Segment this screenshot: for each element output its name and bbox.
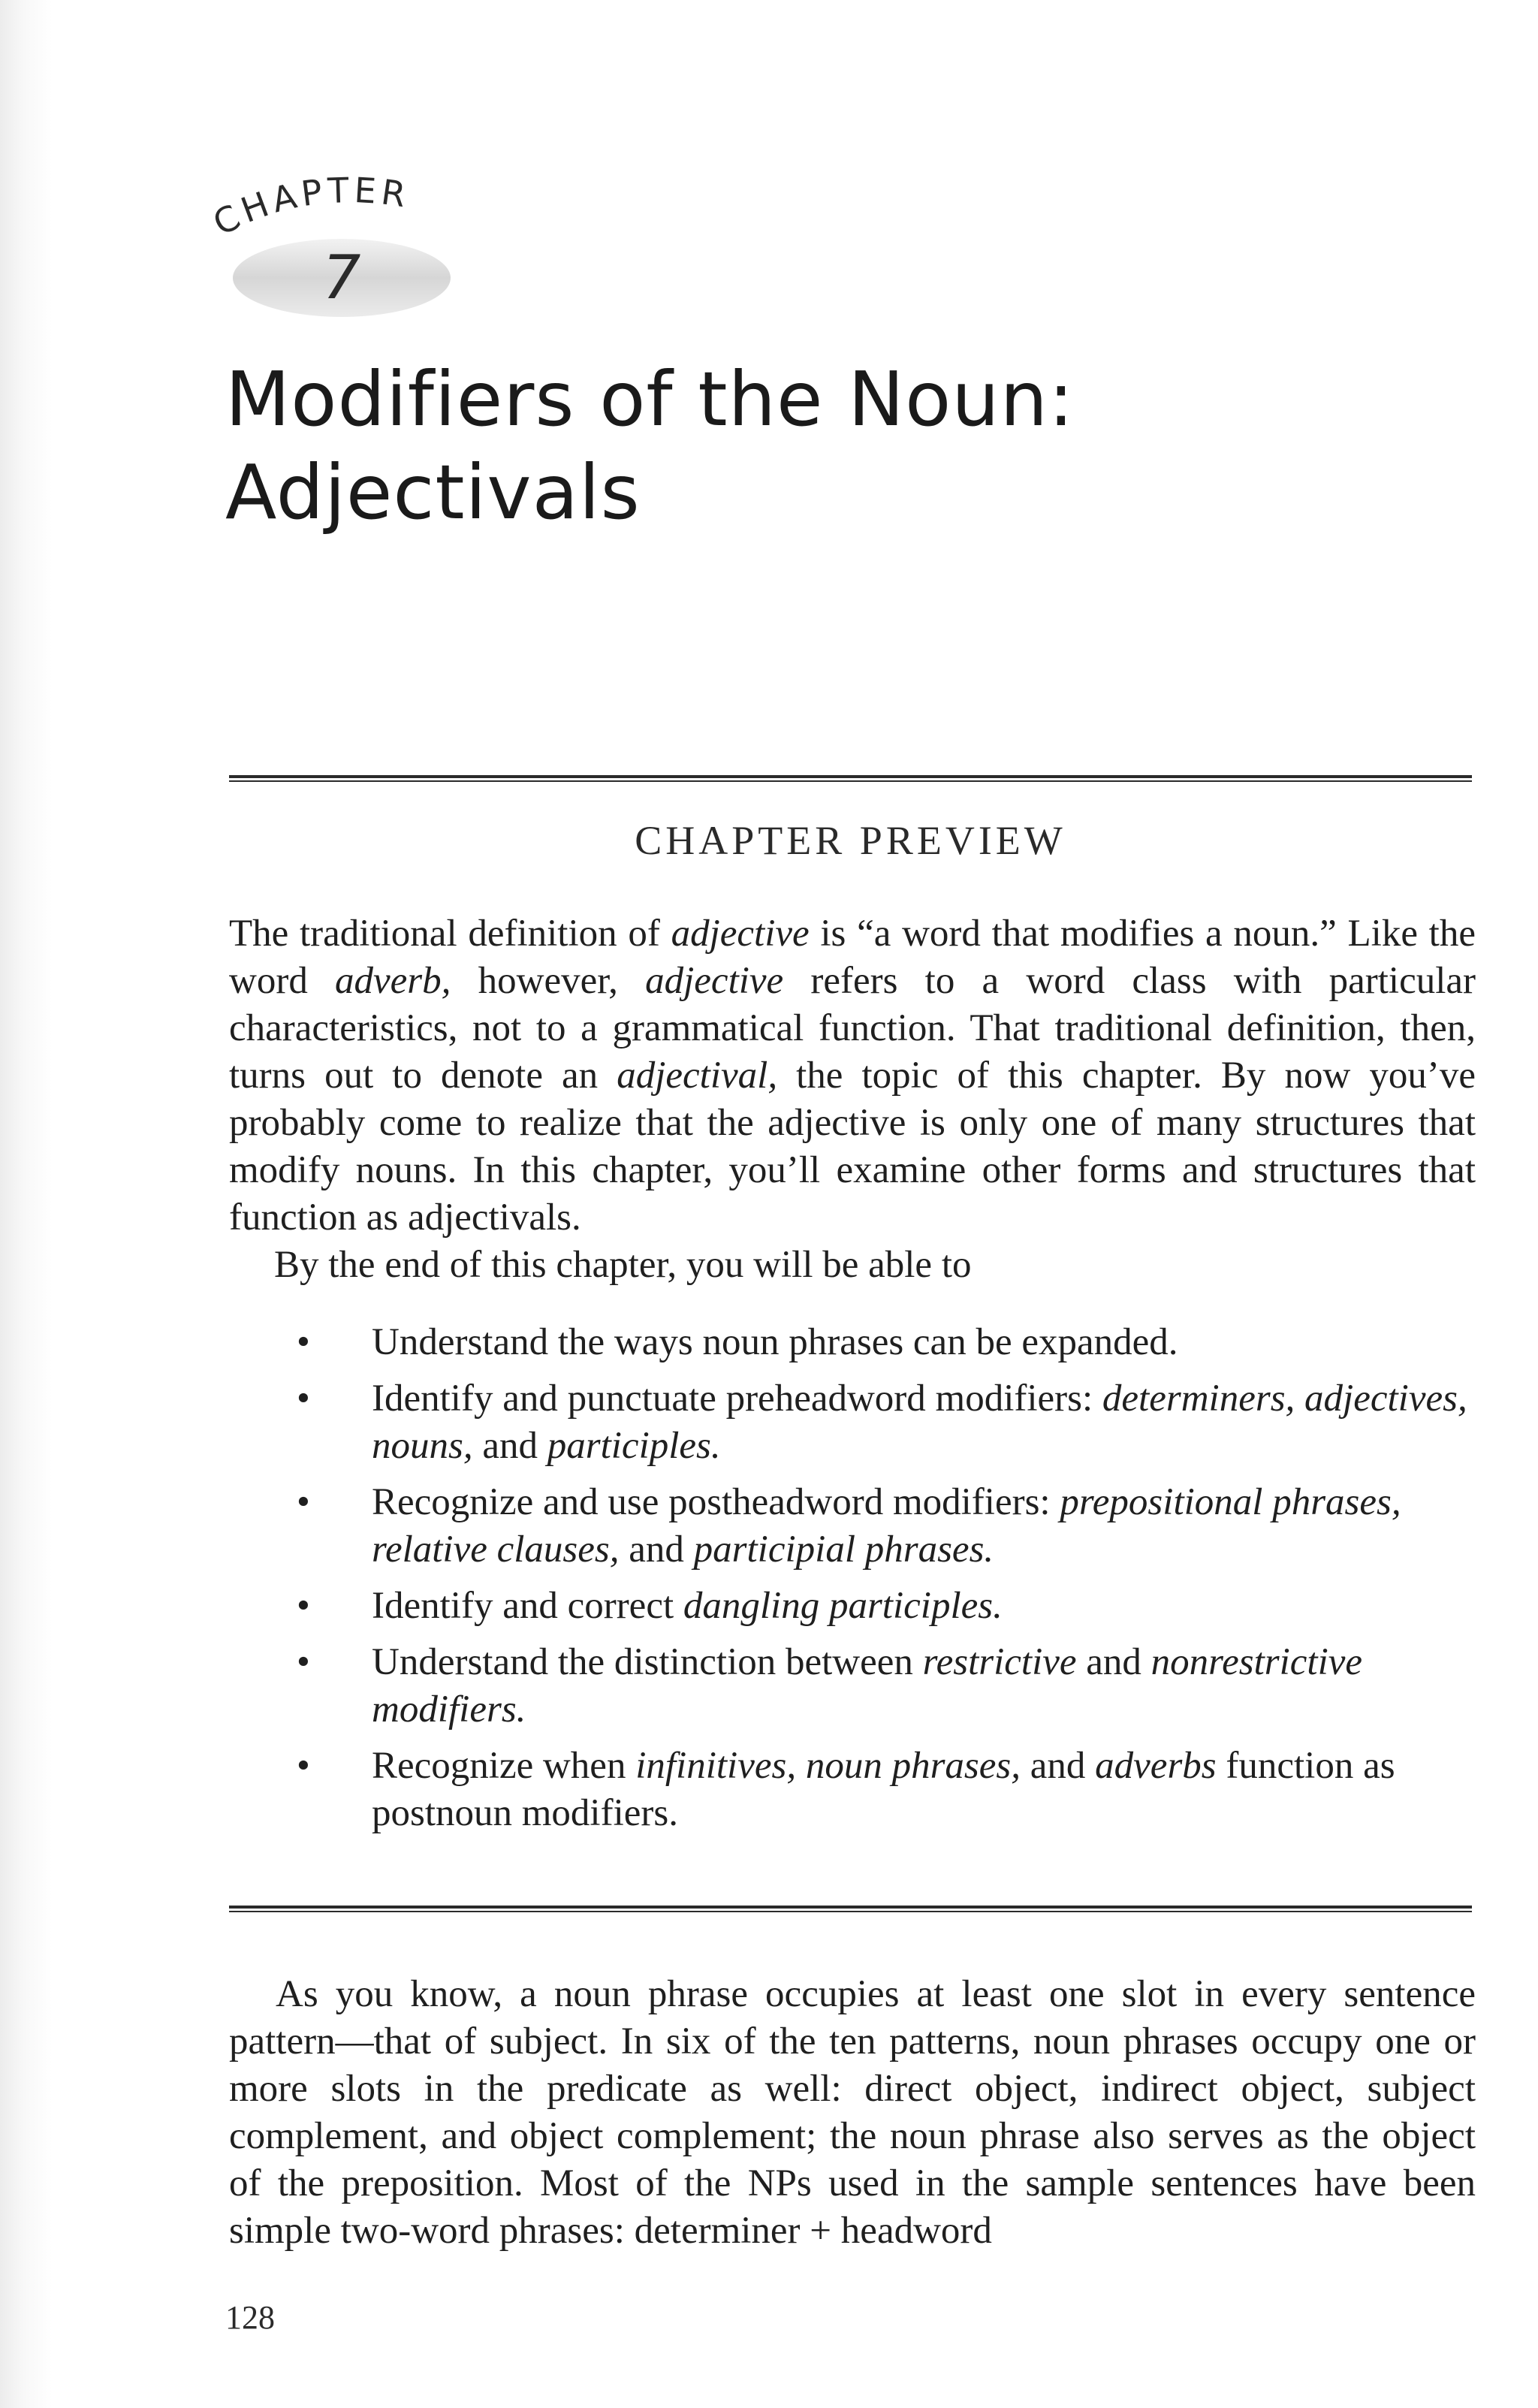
objective-item: • Recognize when infinitives, noun phrases, and adverbs function as postnoun modifiers. [372, 1743, 1476, 1837]
page-edge-shadow [0, 0, 53, 2408]
chapter-number: 7 [322, 243, 361, 312]
chapter-title-line-1: Modifiers of the Noun: [225, 355, 1075, 443]
chapter-label: CHAPTER [206, 169, 413, 244]
objective-item: • Identify and punctuate preheadword modifiers: determiners, adjectives, nouns, and participles. [372, 1375, 1476, 1470]
page-number: 128 [225, 2299, 275, 2336]
objective-item: • Identify and correct dangling participles. [372, 1583, 1476, 1630]
objective-item: • Understand the distinction between restrictive and nonrestrictive modifiers. [372, 1639, 1476, 1734]
objective-item: • Understand the ways noun phrases can be expanded. [372, 1319, 1476, 1366]
chapter-badge [203, 154, 503, 334]
chapter-badge-graphic [203, 154, 503, 334]
preview-top-rule [229, 775, 1472, 782]
chapter-title-line-2: Adjectivals [225, 448, 641, 536]
objectives-intro: By the end of this chapter, you will be able to [274, 1244, 972, 1286]
chapter-preview-heading: CHAPTER PREVIEW [635, 818, 1066, 863]
learning-objectives-list [229, 1319, 1476, 1837]
preview-bottom-rule [229, 1906, 1472, 1912]
chapter-preview-box [229, 910, 1476, 1846]
chapter-title [225, 353, 1427, 539]
preview-paragraph: The traditional definition of adjective is “a word that modifies a noun.” Like the word adverb, however, adjective refers to a word class with particular characteristics, not to a grammatical function. That traditional definition, then, turns out to denote an adjectival, the topic of this chapter. By now you’ve probably come to realize that the adjective is only one of many structures that modify nouns. In this chapter, you’ll examine other forms and structures that function as adjectivals. [229, 913, 1476, 1239]
objective-item: • Recognize and use postheadword modifiers: prepositional phrases, relative clauses, and participial phrases. [372, 1479, 1476, 1574]
body-paragraph: As you know, a noun phrase occupies at least one slot in every sentence pattern—that of subject. In six of the ten patterns, noun phrases occupy one or more slots in the predicate as well: direct object, indirect object, subject complement, and object complement; the noun phrase also serves as the object of the preposition. Most of the NPs used in the sample sentences have been simple two-word phrases: determiner + headword [229, 1973, 1476, 2252]
